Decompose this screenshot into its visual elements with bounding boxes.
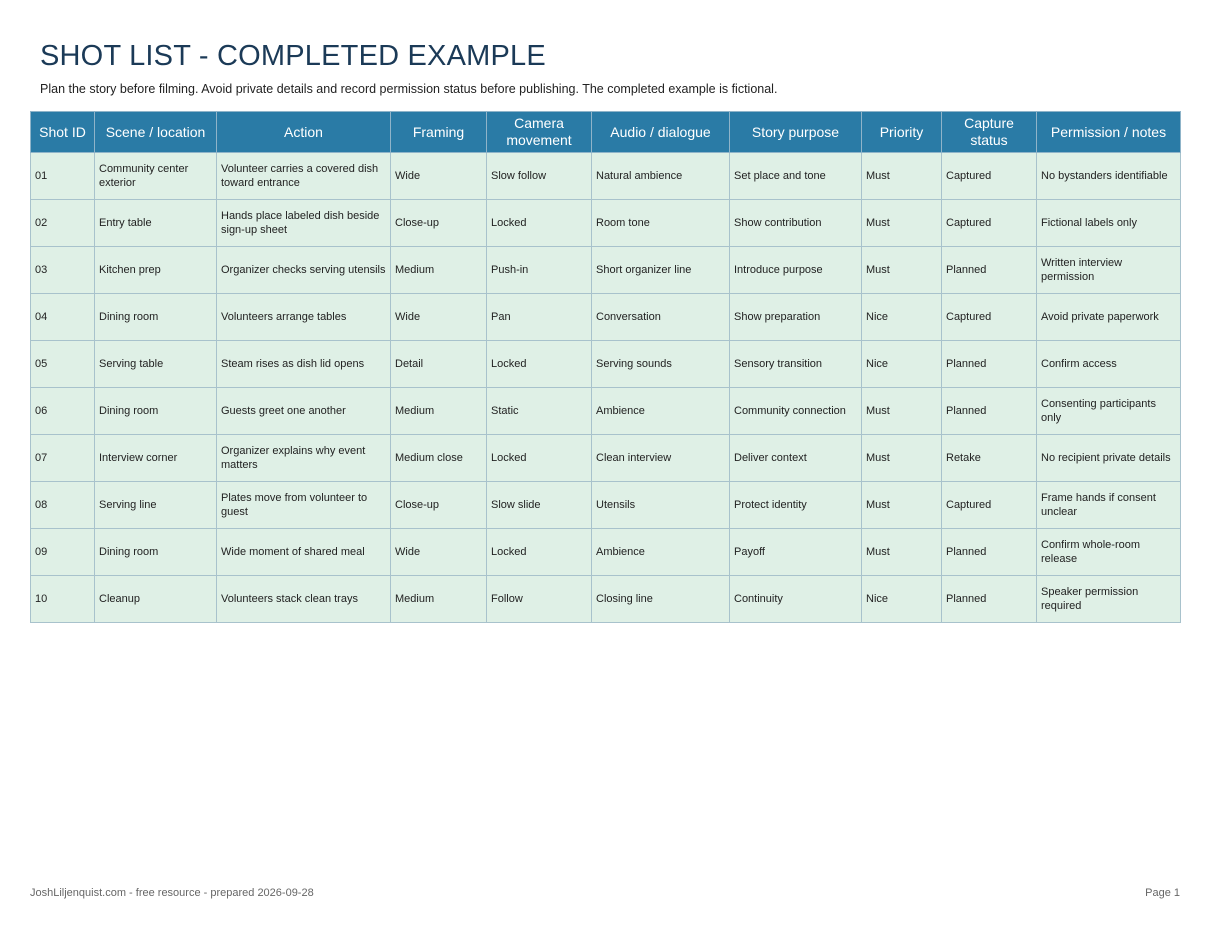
cell-shot-id: 08 [31, 482, 95, 529]
cell-story-purpose: Payoff [730, 529, 862, 576]
table-row [31, 200, 1181, 247]
cell-capture-status: Planned [942, 529, 1037, 576]
table-row [31, 435, 1181, 482]
cell-camera-movement: Follow [487, 576, 592, 623]
cell-permission-notes: Confirm access [1037, 341, 1181, 388]
cell-shot-id: 02 [31, 200, 95, 247]
cell-audio-dialogue: Natural ambience [592, 153, 730, 200]
cell-audio-dialogue: Short organizer line [592, 247, 730, 294]
cell-audio-dialogue: Room tone [592, 200, 730, 247]
cell-shot-id: 09 [31, 529, 95, 576]
cell-story-purpose: Continuity [730, 576, 862, 623]
cell-camera-movement: Slow follow [487, 153, 592, 200]
cell-capture-status: Planned [942, 576, 1037, 623]
cell-story-purpose: Protect identity [730, 482, 862, 529]
cell-shot-id: 10 [31, 576, 95, 623]
cell-camera-movement: Pan [487, 294, 592, 341]
cell-shot-id: 05 [31, 341, 95, 388]
cell-shot-id: 01 [31, 153, 95, 200]
cell-framing: Medium [391, 576, 487, 623]
cell-priority: Nice [862, 341, 942, 388]
cell-shot-id: 06 [31, 388, 95, 435]
table-row [31, 529, 1181, 576]
cell-scene-location: Dining room [95, 388, 217, 435]
cell-scene-location: Serving table [95, 341, 217, 388]
cell-framing: Wide [391, 529, 487, 576]
cell-action: Wide moment of shared meal [217, 529, 391, 576]
cell-scene-location: Kitchen prep [95, 247, 217, 294]
table-row [31, 388, 1181, 435]
cell-story-purpose: Set place and tone [730, 153, 862, 200]
header-permission-notes: Permission / notes [1037, 112, 1181, 153]
cell-capture-status: Planned [942, 341, 1037, 388]
footer-source: JoshLiljenquist.com - free resource - prepared 2026-09-28 [30, 887, 314, 899]
cell-framing: Medium close [391, 435, 487, 482]
cell-action: Plates move from volunteer to guest [217, 482, 391, 529]
cell-story-purpose: Community connection [730, 388, 862, 435]
cell-framing: Detail [391, 341, 487, 388]
cell-scene-location: Serving line [95, 482, 217, 529]
table-row [31, 341, 1181, 388]
header-shot-id: Shot ID [31, 112, 95, 153]
cell-permission-notes: Frame hands if consent unclear [1037, 482, 1181, 529]
cell-framing: Medium [391, 388, 487, 435]
cell-priority: Must [862, 482, 942, 529]
cell-permission-notes: No bystanders identifiable [1037, 153, 1181, 200]
cell-scene-location: Interview corner [95, 435, 217, 482]
page-subtitle: Plan the story before filming. Avoid private details and record permission status before publishing. The completed example is fictional. [40, 82, 778, 96]
cell-action: Guests greet one another [217, 388, 391, 435]
cell-audio-dialogue: Utensils [592, 482, 730, 529]
cell-framing: Medium [391, 247, 487, 294]
header-audio-dialogue: Audio / dialogue [592, 112, 730, 153]
cell-capture-status: Planned [942, 388, 1037, 435]
cell-action: Hands place labeled dish beside sign-up sheet [217, 200, 391, 247]
cell-priority: Must [862, 247, 942, 294]
header-scene-location: Scene / location [95, 112, 217, 153]
cell-shot-id: 04 [31, 294, 95, 341]
cell-permission-notes: Consenting participants only [1037, 388, 1181, 435]
page-title: SHOT LIST - COMPLETED EXAMPLE [40, 40, 546, 72]
cell-priority: Nice [862, 576, 942, 623]
cell-story-purpose: Sensory transition [730, 341, 862, 388]
cell-capture-status: Captured [942, 200, 1037, 247]
header-story-purpose: Story purpose [730, 112, 862, 153]
table-row [31, 294, 1181, 341]
table-row [31, 247, 1181, 294]
header-camera-movement: Camera movement [487, 112, 592, 153]
cell-camera-movement: Slow slide [487, 482, 592, 529]
header-framing: Framing [391, 112, 487, 153]
cell-scene-location: Dining room [95, 529, 217, 576]
header-priority: Priority [862, 112, 942, 153]
cell-permission-notes: Fictional labels only [1037, 200, 1181, 247]
cell-permission-notes: Confirm whole-room release [1037, 529, 1181, 576]
table-body [31, 153, 1181, 623]
cell-audio-dialogue: Clean interview [592, 435, 730, 482]
cell-action: Organizer explains why event matters [217, 435, 391, 482]
cell-framing: Wide [391, 153, 487, 200]
cell-priority: Must [862, 435, 942, 482]
cell-capture-status: Retake [942, 435, 1037, 482]
cell-scene-location: Entry table [95, 200, 217, 247]
cell-framing: Close-up [391, 200, 487, 247]
cell-priority: Must [862, 388, 942, 435]
cell-capture-status: Captured [942, 153, 1037, 200]
cell-scene-location: Dining room [95, 294, 217, 341]
cell-camera-movement: Locked [487, 200, 592, 247]
cell-priority: Must [862, 153, 942, 200]
table-row [31, 576, 1181, 623]
cell-audio-dialogue: Closing line [592, 576, 730, 623]
cell-story-purpose: Introduce purpose [730, 247, 862, 294]
cell-story-purpose: Show preparation [730, 294, 862, 341]
cell-priority: Nice [862, 294, 942, 341]
shot-list-table [30, 111, 1181, 623]
cell-permission-notes: Speaker permission required [1037, 576, 1181, 623]
cell-camera-movement: Locked [487, 435, 592, 482]
cell-audio-dialogue: Serving sounds [592, 341, 730, 388]
cell-capture-status: Captured [942, 482, 1037, 529]
table-row [31, 153, 1181, 200]
cell-camera-movement: Static [487, 388, 592, 435]
cell-framing: Close-up [391, 482, 487, 529]
header-capture-status: Capture status [942, 112, 1037, 153]
cell-camera-movement: Push-in [487, 247, 592, 294]
cell-action: Steam rises as dish lid opens [217, 341, 391, 388]
cell-action: Organizer checks serving utensils [217, 247, 391, 294]
cell-priority: Must [862, 529, 942, 576]
cell-story-purpose: Deliver context [730, 435, 862, 482]
cell-priority: Must [862, 200, 942, 247]
cell-action: Volunteers stack clean trays [217, 576, 391, 623]
header-row [31, 112, 1181, 153]
cell-action: Volunteers arrange tables [217, 294, 391, 341]
cell-shot-id: 07 [31, 435, 95, 482]
cell-permission-notes: Written interview permission [1037, 247, 1181, 294]
cell-framing: Wide [391, 294, 487, 341]
footer-page-number: Page 1 [1145, 887, 1180, 899]
header-action: Action [217, 112, 391, 153]
cell-audio-dialogue: Conversation [592, 294, 730, 341]
cell-scene-location: Community center exterior [95, 153, 217, 200]
cell-camera-movement: Locked [487, 529, 592, 576]
cell-permission-notes: No recipient private details [1037, 435, 1181, 482]
cell-story-purpose: Show contribution [730, 200, 862, 247]
table-row [31, 482, 1181, 529]
table-header [31, 112, 1181, 153]
cell-shot-id: 03 [31, 247, 95, 294]
cell-scene-location: Cleanup [95, 576, 217, 623]
cell-camera-movement: Locked [487, 341, 592, 388]
cell-capture-status: Captured [942, 294, 1037, 341]
cell-audio-dialogue: Ambience [592, 388, 730, 435]
cell-capture-status: Planned [942, 247, 1037, 294]
cell-action: Volunteer carries a covered dish toward entrance [217, 153, 391, 200]
cell-permission-notes: Avoid private paperwork [1037, 294, 1181, 341]
cell-audio-dialogue: Ambience [592, 529, 730, 576]
